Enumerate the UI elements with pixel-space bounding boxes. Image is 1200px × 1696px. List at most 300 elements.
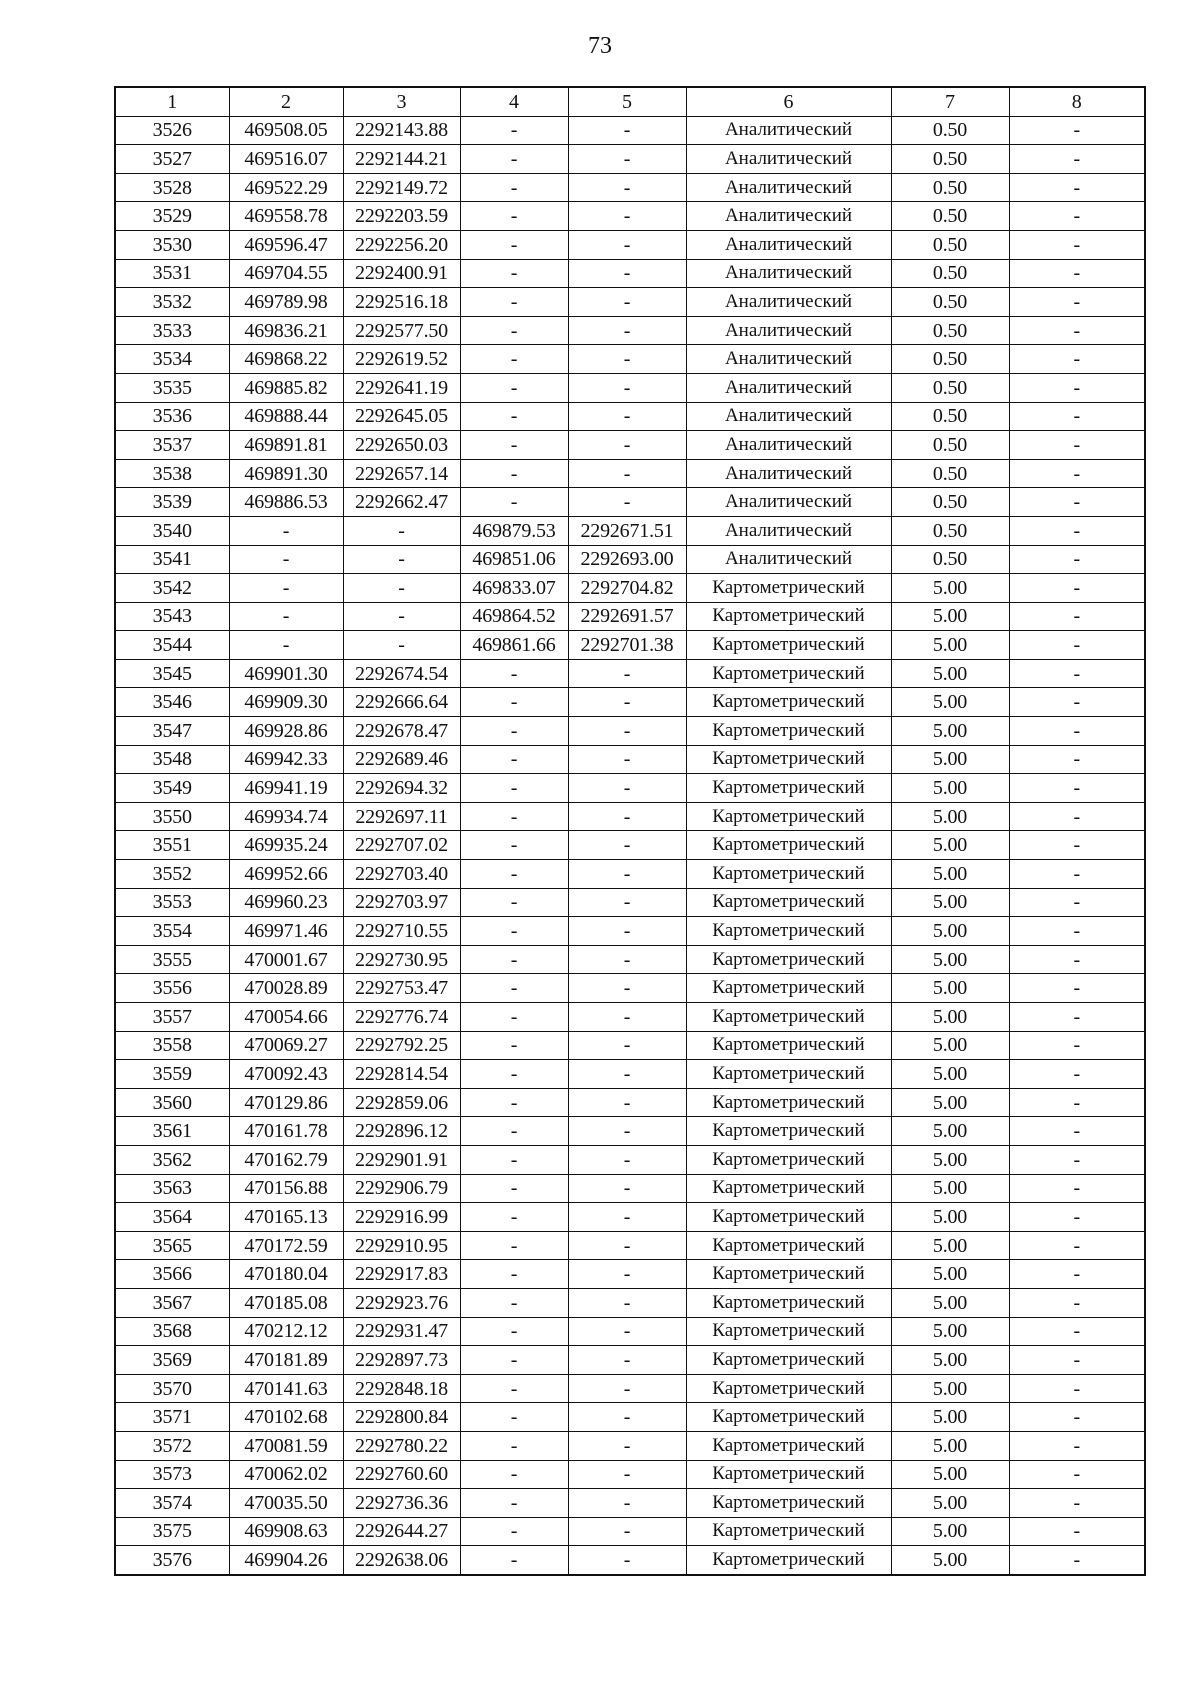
existing-y-cell: 2292638.06 [343, 1546, 460, 1575]
accuracy-cell: 5.00 [891, 745, 1009, 774]
new-y-cell: - [568, 974, 686, 1003]
note-cell: - [1009, 1003, 1145, 1032]
note-cell: - [1009, 1374, 1145, 1403]
method-cell: Картометрический [686, 974, 891, 1003]
new-y-cell: - [568, 860, 686, 889]
method-cell: Аналитический [686, 259, 891, 288]
new-x-cell: - [460, 1117, 568, 1146]
method-cell: Картометрический [686, 888, 891, 917]
column-header: 5 [568, 87, 686, 116]
note-cell: - [1009, 1060, 1145, 1089]
accuracy-cell: 5.00 [891, 659, 1009, 688]
point-number-cell: 3532 [115, 288, 229, 317]
new-y-cell: - [568, 1546, 686, 1575]
table-row [115, 1517, 1145, 1546]
accuracy-cell: 0.50 [891, 488, 1009, 517]
method-cell: Аналитический [686, 316, 891, 345]
table-row [115, 1460, 1145, 1489]
note-cell: - [1009, 173, 1145, 202]
accuracy-cell: 5.00 [891, 1460, 1009, 1489]
new-x-cell: - [460, 259, 568, 288]
point-number-cell: 3576 [115, 1546, 229, 1575]
new-x-cell: - [460, 1203, 568, 1232]
accuracy-cell: 5.00 [891, 1088, 1009, 1117]
method-cell: Картометрический [686, 745, 891, 774]
new-y-cell: - [568, 745, 686, 774]
table-row [115, 1374, 1145, 1403]
accuracy-cell: 0.50 [891, 116, 1009, 145]
accuracy-cell: 5.00 [891, 831, 1009, 860]
new-y-cell: 2292704.82 [568, 574, 686, 603]
new-x-cell: - [460, 945, 568, 974]
method-cell: Аналитический [686, 202, 891, 231]
existing-x-cell: 469891.81 [229, 431, 343, 460]
existing-y-cell: 2292703.40 [343, 860, 460, 889]
new-y-cell: - [568, 917, 686, 946]
table-row [115, 316, 1145, 345]
existing-x-cell: - [229, 602, 343, 631]
note-cell: - [1009, 345, 1145, 374]
existing-y-cell: 2292906.79 [343, 1174, 460, 1203]
new-y-cell: - [568, 831, 686, 860]
method-cell: Картометрический [686, 1489, 891, 1518]
new-x-cell: - [460, 1403, 568, 1432]
point-number-cell: 3541 [115, 545, 229, 574]
new-y-cell: - [568, 659, 686, 688]
existing-y-cell: 2292753.47 [343, 974, 460, 1003]
existing-y-cell: 2292619.52 [343, 345, 460, 374]
existing-x-cell: 469934.74 [229, 802, 343, 831]
existing-y-cell: 2292697.11 [343, 802, 460, 831]
new-x-cell: - [460, 1060, 568, 1089]
accuracy-cell: 5.00 [891, 1317, 1009, 1346]
method-cell: Картометрический [686, 1003, 891, 1032]
new-x-cell: - [460, 1431, 568, 1460]
existing-y-cell: 2292143.88 [343, 116, 460, 145]
point-number-cell: 3543 [115, 602, 229, 631]
table-row [115, 1003, 1145, 1032]
new-x-cell: - [460, 688, 568, 717]
table-row [115, 774, 1145, 803]
point-number-cell: 3536 [115, 402, 229, 431]
table-row [115, 917, 1145, 946]
table-row [115, 345, 1145, 374]
existing-x-cell: 469928.86 [229, 717, 343, 746]
table-body [115, 116, 1145, 1575]
existing-x-cell: - [229, 631, 343, 660]
table-row [115, 1031, 1145, 1060]
accuracy-cell: 5.00 [891, 1374, 1009, 1403]
existing-x-cell: 470102.68 [229, 1403, 343, 1432]
table-row [115, 402, 1145, 431]
existing-y-cell: 2292760.60 [343, 1460, 460, 1489]
new-y-cell: - [568, 488, 686, 517]
column-header: 2 [229, 87, 343, 116]
existing-y-cell: - [343, 574, 460, 603]
existing-x-cell: 469935.24 [229, 831, 343, 860]
point-number-cell: 3547 [115, 717, 229, 746]
existing-x-cell: 469941.19 [229, 774, 343, 803]
accuracy-cell: 0.50 [891, 145, 1009, 174]
note-cell: - [1009, 659, 1145, 688]
table-row [115, 1346, 1145, 1375]
new-x-cell: - [460, 717, 568, 746]
existing-y-cell: 2292657.14 [343, 459, 460, 488]
note-cell: - [1009, 1260, 1145, 1289]
existing-x-cell: 469886.53 [229, 488, 343, 517]
note-cell: - [1009, 717, 1145, 746]
method-cell: Картометрический [686, 1374, 891, 1403]
new-x-cell: - [460, 1460, 568, 1489]
new-x-cell: - [460, 1260, 568, 1289]
note-cell: - [1009, 745, 1145, 774]
table-row [115, 1060, 1145, 1089]
new-y-cell: - [568, 431, 686, 460]
existing-y-cell: 2292730.95 [343, 945, 460, 974]
new-y-cell: - [568, 1117, 686, 1146]
method-cell: Картометрический [686, 1260, 891, 1289]
new-y-cell: - [568, 459, 686, 488]
existing-x-cell: 469891.30 [229, 459, 343, 488]
new-y-cell: - [568, 230, 686, 259]
existing-x-cell: 470212.12 [229, 1317, 343, 1346]
new-x-cell: - [460, 345, 568, 374]
new-x-cell: - [460, 431, 568, 460]
table-row [115, 1145, 1145, 1174]
point-number-cell: 3542 [115, 574, 229, 603]
new-x-cell: - [460, 373, 568, 402]
existing-y-cell: 2292848.18 [343, 1374, 460, 1403]
method-cell: Картометрический [686, 1288, 891, 1317]
point-number-cell: 3538 [115, 459, 229, 488]
note-cell: - [1009, 974, 1145, 1003]
accuracy-cell: 5.00 [891, 602, 1009, 631]
point-number-cell: 3528 [115, 173, 229, 202]
method-cell: Аналитический [686, 173, 891, 202]
new-y-cell: - [568, 1088, 686, 1117]
note-cell: - [1009, 631, 1145, 660]
method-cell: Аналитический [686, 488, 891, 517]
new-x-cell: - [460, 145, 568, 174]
point-number-cell: 3559 [115, 1060, 229, 1089]
column-header: 4 [460, 87, 568, 116]
table-row [115, 230, 1145, 259]
new-x-cell: - [460, 1517, 568, 1546]
accuracy-cell: 5.00 [891, 631, 1009, 660]
new-y-cell: - [568, 945, 686, 974]
existing-y-cell: 2292917.83 [343, 1260, 460, 1289]
point-number-cell: 3535 [115, 373, 229, 402]
new-y-cell: - [568, 316, 686, 345]
table-row [115, 631, 1145, 660]
method-cell: Аналитический [686, 230, 891, 259]
point-number-cell: 3546 [115, 688, 229, 717]
new-y-cell: 2292671.51 [568, 516, 686, 545]
method-cell: Картометрический [686, 1231, 891, 1260]
existing-y-cell: 2292901.91 [343, 1145, 460, 1174]
new-y-cell: - [568, 345, 686, 374]
existing-y-cell: 2292641.19 [343, 373, 460, 402]
new-y-cell: - [568, 288, 686, 317]
point-number-cell: 3530 [115, 230, 229, 259]
point-number-cell: 3566 [115, 1260, 229, 1289]
table-row [115, 574, 1145, 603]
existing-y-cell: 2292703.97 [343, 888, 460, 917]
table-row [115, 1088, 1145, 1117]
existing-x-cell: 469789.98 [229, 288, 343, 317]
table-row [115, 1546, 1145, 1575]
accuracy-cell: 5.00 [891, 860, 1009, 889]
accuracy-cell: 0.50 [891, 402, 1009, 431]
accuracy-cell: 0.50 [891, 202, 1009, 231]
note-cell: - [1009, 288, 1145, 317]
new-y-cell: - [568, 1060, 686, 1089]
new-x-cell: 469864.52 [460, 602, 568, 631]
note-cell: - [1009, 1346, 1145, 1375]
point-number-cell: 3555 [115, 945, 229, 974]
new-y-cell: - [568, 202, 686, 231]
method-cell: Картометрический [686, 1546, 891, 1575]
method-cell: Картометрический [686, 1060, 891, 1089]
existing-x-cell: 469516.07 [229, 145, 343, 174]
point-number-cell: 3545 [115, 659, 229, 688]
existing-x-cell: 469885.82 [229, 373, 343, 402]
new-x-cell: - [460, 831, 568, 860]
point-number-cell: 3563 [115, 1174, 229, 1203]
existing-y-cell: 2292710.55 [343, 917, 460, 946]
table-row [115, 373, 1145, 402]
note-cell: - [1009, 1431, 1145, 1460]
column-header: 3 [343, 87, 460, 116]
new-x-cell: - [460, 1003, 568, 1032]
new-x-cell: - [460, 1489, 568, 1518]
note-cell: - [1009, 1489, 1145, 1518]
method-cell: Картометрический [686, 917, 891, 946]
new-x-cell: - [460, 888, 568, 917]
new-x-cell: - [460, 774, 568, 803]
existing-y-cell: - [343, 602, 460, 631]
note-cell: - [1009, 230, 1145, 259]
accuracy-cell: 0.50 [891, 373, 1009, 402]
accuracy-cell: 0.50 [891, 230, 1009, 259]
existing-y-cell: 2292814.54 [343, 1060, 460, 1089]
existing-x-cell: 469908.63 [229, 1517, 343, 1546]
new-y-cell: - [568, 888, 686, 917]
table-row [115, 1174, 1145, 1203]
accuracy-cell: 5.00 [891, 688, 1009, 717]
new-y-cell: - [568, 1203, 686, 1232]
existing-x-cell: 470081.59 [229, 1431, 343, 1460]
point-number-cell: 3527 [115, 145, 229, 174]
existing-y-cell: 2292923.76 [343, 1288, 460, 1317]
new-y-cell: - [568, 1431, 686, 1460]
existing-x-cell: 469904.26 [229, 1546, 343, 1575]
method-cell: Аналитический [686, 288, 891, 317]
table-row [115, 659, 1145, 688]
existing-y-cell: 2292149.72 [343, 173, 460, 202]
point-number-cell: 3557 [115, 1003, 229, 1032]
note-cell: - [1009, 774, 1145, 803]
existing-x-cell: 470129.86 [229, 1088, 343, 1117]
coordinates-table [114, 86, 1146, 1576]
existing-x-cell: 470069.27 [229, 1031, 343, 1060]
new-y-cell: - [568, 116, 686, 145]
method-cell: Картометрический [686, 659, 891, 688]
new-x-cell: - [460, 745, 568, 774]
existing-y-cell: 2292780.22 [343, 1431, 460, 1460]
new-y-cell: - [568, 259, 686, 288]
new-x-cell: - [460, 316, 568, 345]
method-cell: Картометрический [686, 860, 891, 889]
existing-y-cell: 2292931.47 [343, 1317, 460, 1346]
existing-y-cell: 2292800.84 [343, 1403, 460, 1432]
accuracy-cell: 0.50 [891, 259, 1009, 288]
accuracy-cell: 5.00 [891, 945, 1009, 974]
existing-x-cell: 469508.05 [229, 116, 343, 145]
method-cell: Картометрический [686, 774, 891, 803]
note-cell: - [1009, 431, 1145, 460]
existing-y-cell: 2292674.54 [343, 659, 460, 688]
accuracy-cell: 5.00 [891, 1203, 1009, 1232]
method-cell: Картометрический [686, 1117, 891, 1146]
existing-x-cell: 469868.22 [229, 345, 343, 374]
new-x-cell: 469833.07 [460, 574, 568, 603]
note-cell: - [1009, 574, 1145, 603]
new-x-cell: - [460, 116, 568, 145]
note-cell: - [1009, 1117, 1145, 1146]
method-cell: Картометрический [686, 1174, 891, 1203]
existing-y-cell: 2292666.64 [343, 688, 460, 717]
method-cell: Картометрический [686, 574, 891, 603]
existing-x-cell: 470172.59 [229, 1231, 343, 1260]
note-cell: - [1009, 145, 1145, 174]
new-x-cell: - [460, 402, 568, 431]
note-cell: - [1009, 402, 1145, 431]
note-cell: - [1009, 1203, 1145, 1232]
point-number-cell: 3556 [115, 974, 229, 1003]
existing-y-cell: - [343, 631, 460, 660]
table-row [115, 802, 1145, 831]
new-y-cell: - [568, 1288, 686, 1317]
accuracy-cell: 0.50 [891, 345, 1009, 374]
existing-x-cell: 469952.66 [229, 860, 343, 889]
point-number-cell: 3550 [115, 802, 229, 831]
new-x-cell: - [460, 288, 568, 317]
note-cell: - [1009, 1546, 1145, 1575]
new-y-cell: - [568, 1517, 686, 1546]
existing-y-cell: 2292694.32 [343, 774, 460, 803]
method-cell: Аналитический [686, 345, 891, 374]
accuracy-cell: 5.00 [891, 1403, 1009, 1432]
new-x-cell: - [460, 917, 568, 946]
accuracy-cell: 5.00 [891, 1260, 1009, 1289]
method-cell: Аналитический [686, 545, 891, 574]
point-number-cell: 3554 [115, 917, 229, 946]
point-number-cell: 3526 [115, 116, 229, 145]
existing-x-cell: 469836.21 [229, 316, 343, 345]
existing-x-cell: 470156.88 [229, 1174, 343, 1203]
existing-y-cell: 2292896.12 [343, 1117, 460, 1146]
method-cell: Картометрический [686, 1031, 891, 1060]
existing-y-cell: 2292776.74 [343, 1003, 460, 1032]
existing-x-cell: 469704.55 [229, 259, 343, 288]
method-cell: Картометрический [686, 631, 891, 660]
existing-y-cell: 2292736.36 [343, 1489, 460, 1518]
note-cell: - [1009, 888, 1145, 917]
column-header: 8 [1009, 87, 1145, 116]
point-number-cell: 3560 [115, 1088, 229, 1117]
new-y-cell: - [568, 717, 686, 746]
existing-y-cell: 2292516.18 [343, 288, 460, 317]
new-y-cell: - [568, 402, 686, 431]
note-cell: - [1009, 602, 1145, 631]
accuracy-cell: 5.00 [891, 1517, 1009, 1546]
new-x-cell: - [460, 459, 568, 488]
method-cell: Аналитический [686, 431, 891, 460]
existing-y-cell: 2292577.50 [343, 316, 460, 345]
table-row [115, 1489, 1145, 1518]
existing-y-cell: 2292897.73 [343, 1346, 460, 1375]
method-cell: Картометрический [686, 602, 891, 631]
existing-x-cell: 469909.30 [229, 688, 343, 717]
existing-x-cell: 470162.79 [229, 1145, 343, 1174]
point-number-cell: 3562 [115, 1145, 229, 1174]
new-y-cell: - [568, 1031, 686, 1060]
accuracy-cell: 0.50 [891, 459, 1009, 488]
table-row [115, 1260, 1145, 1289]
method-cell: Аналитический [686, 116, 891, 145]
note-cell: - [1009, 831, 1145, 860]
table-row [115, 1431, 1145, 1460]
accuracy-cell: 5.00 [891, 1346, 1009, 1375]
accuracy-cell: 5.00 [891, 1489, 1009, 1518]
new-x-cell: - [460, 1231, 568, 1260]
method-cell: Картометрический [686, 1145, 891, 1174]
point-number-cell: 3544 [115, 631, 229, 660]
new-y-cell: - [568, 1231, 686, 1260]
table-row [115, 1403, 1145, 1432]
table-row [115, 1231, 1145, 1260]
accuracy-cell: 5.00 [891, 1288, 1009, 1317]
point-number-cell: 3549 [115, 774, 229, 803]
point-number-cell: 3529 [115, 202, 229, 231]
existing-x-cell: 469596.47 [229, 230, 343, 259]
table-row [115, 860, 1145, 889]
note-cell: - [1009, 488, 1145, 517]
table-header-row [115, 87, 1145, 116]
accuracy-cell: 0.50 [891, 288, 1009, 317]
existing-x-cell: 470185.08 [229, 1288, 343, 1317]
method-cell: Картометрический [686, 1517, 891, 1546]
note-cell: - [1009, 945, 1145, 974]
accuracy-cell: 5.00 [891, 802, 1009, 831]
point-number-cell: 3534 [115, 345, 229, 374]
existing-y-cell: 2292916.99 [343, 1203, 460, 1232]
existing-y-cell: 2292203.59 [343, 202, 460, 231]
existing-x-cell: 470180.04 [229, 1260, 343, 1289]
new-x-cell: - [460, 202, 568, 231]
table-row [115, 488, 1145, 517]
accuracy-cell: 0.50 [891, 316, 1009, 345]
existing-y-cell: 2292650.03 [343, 431, 460, 460]
table-row [115, 516, 1145, 545]
method-cell: Картометрический [686, 1088, 891, 1117]
note-cell: - [1009, 1403, 1145, 1432]
table-row [115, 717, 1145, 746]
accuracy-cell: 5.00 [891, 717, 1009, 746]
point-number-cell: 3564 [115, 1203, 229, 1232]
point-number-cell: 3553 [115, 888, 229, 917]
